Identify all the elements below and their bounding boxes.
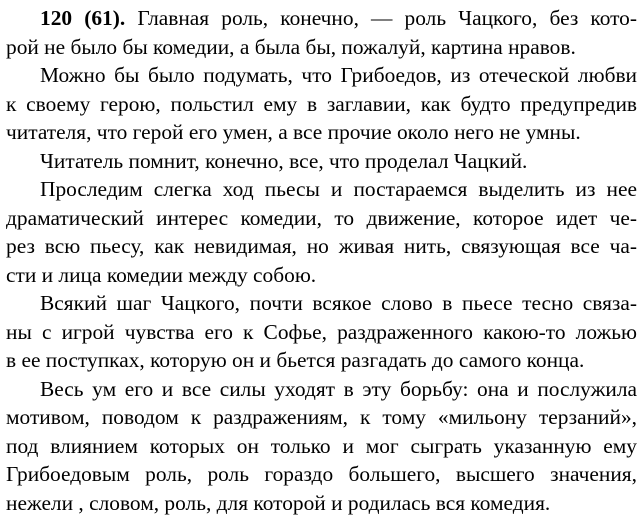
text-line: к своему герою, польстил ему в заглавии, как будто предупредив: [6, 90, 637, 119]
text-line: в ее поступках, которую он и бьется разгадать до самого конца.: [6, 346, 637, 375]
text-line: читателя, что герой его умен, а все прочие около него не умны.: [6, 118, 637, 147]
text-line: мотивом, поводом к раздражениям, к тому «мильону терзаний»,: [6, 403, 637, 432]
paragraph-1: [6, 4, 637, 61]
text-line: Всякий шаг Чацкого, почти всякое слово в пьесе тесно связа-: [6, 289, 637, 318]
text-line: ны с игрой чувства его к Софье, раздраженного какою-то ложью: [6, 318, 637, 347]
text-line: сти и лица комедии между собою.: [6, 261, 637, 290]
text-line: [6, 4, 637, 33]
text-line: драматический интерес комедии, то движение, которое идет че-: [6, 204, 637, 233]
paragraph-3: [6, 147, 637, 176]
text-line: под влиянием которых он только и мог сыграть указанную ему: [6, 432, 637, 461]
paragraph-2: [6, 61, 637, 147]
text-line: Читатель помнит, конечно, все, что проделал Чацкий.: [6, 147, 637, 176]
line-text: Главная роль, конечно, — роль Чацкого, без кото-: [125, 6, 637, 30]
text-line: нежели , словом, роль, для которой и родилась вся комедия.: [6, 489, 637, 517]
exercise-number: 120 (61).: [40, 6, 125, 30]
paragraph-6: [6, 375, 637, 517]
text-line: Проследим слегка ход пьесы и постараемся выделить из нее: [6, 175, 637, 204]
text-line: Грибоедовым роль, роль гораздо большего, высшего значения,: [6, 460, 637, 489]
paragraph-5: [6, 289, 637, 375]
text-line: рез всю пьесу, как невидимая, но живая нить, связующая все ча-: [6, 232, 637, 261]
text-line: Весь ум его и все силы уходят в эту борьбу: она и послужила: [6, 375, 637, 404]
exercise-text: [6, 4, 637, 517]
text-line: рой не было бы комедии, а была бы, пожалуй, картина нравов.: [6, 33, 637, 62]
paragraph-4: [6, 175, 637, 289]
text-line: Можно бы было подумать, что Грибоедов, из отеческой любви: [6, 61, 637, 90]
